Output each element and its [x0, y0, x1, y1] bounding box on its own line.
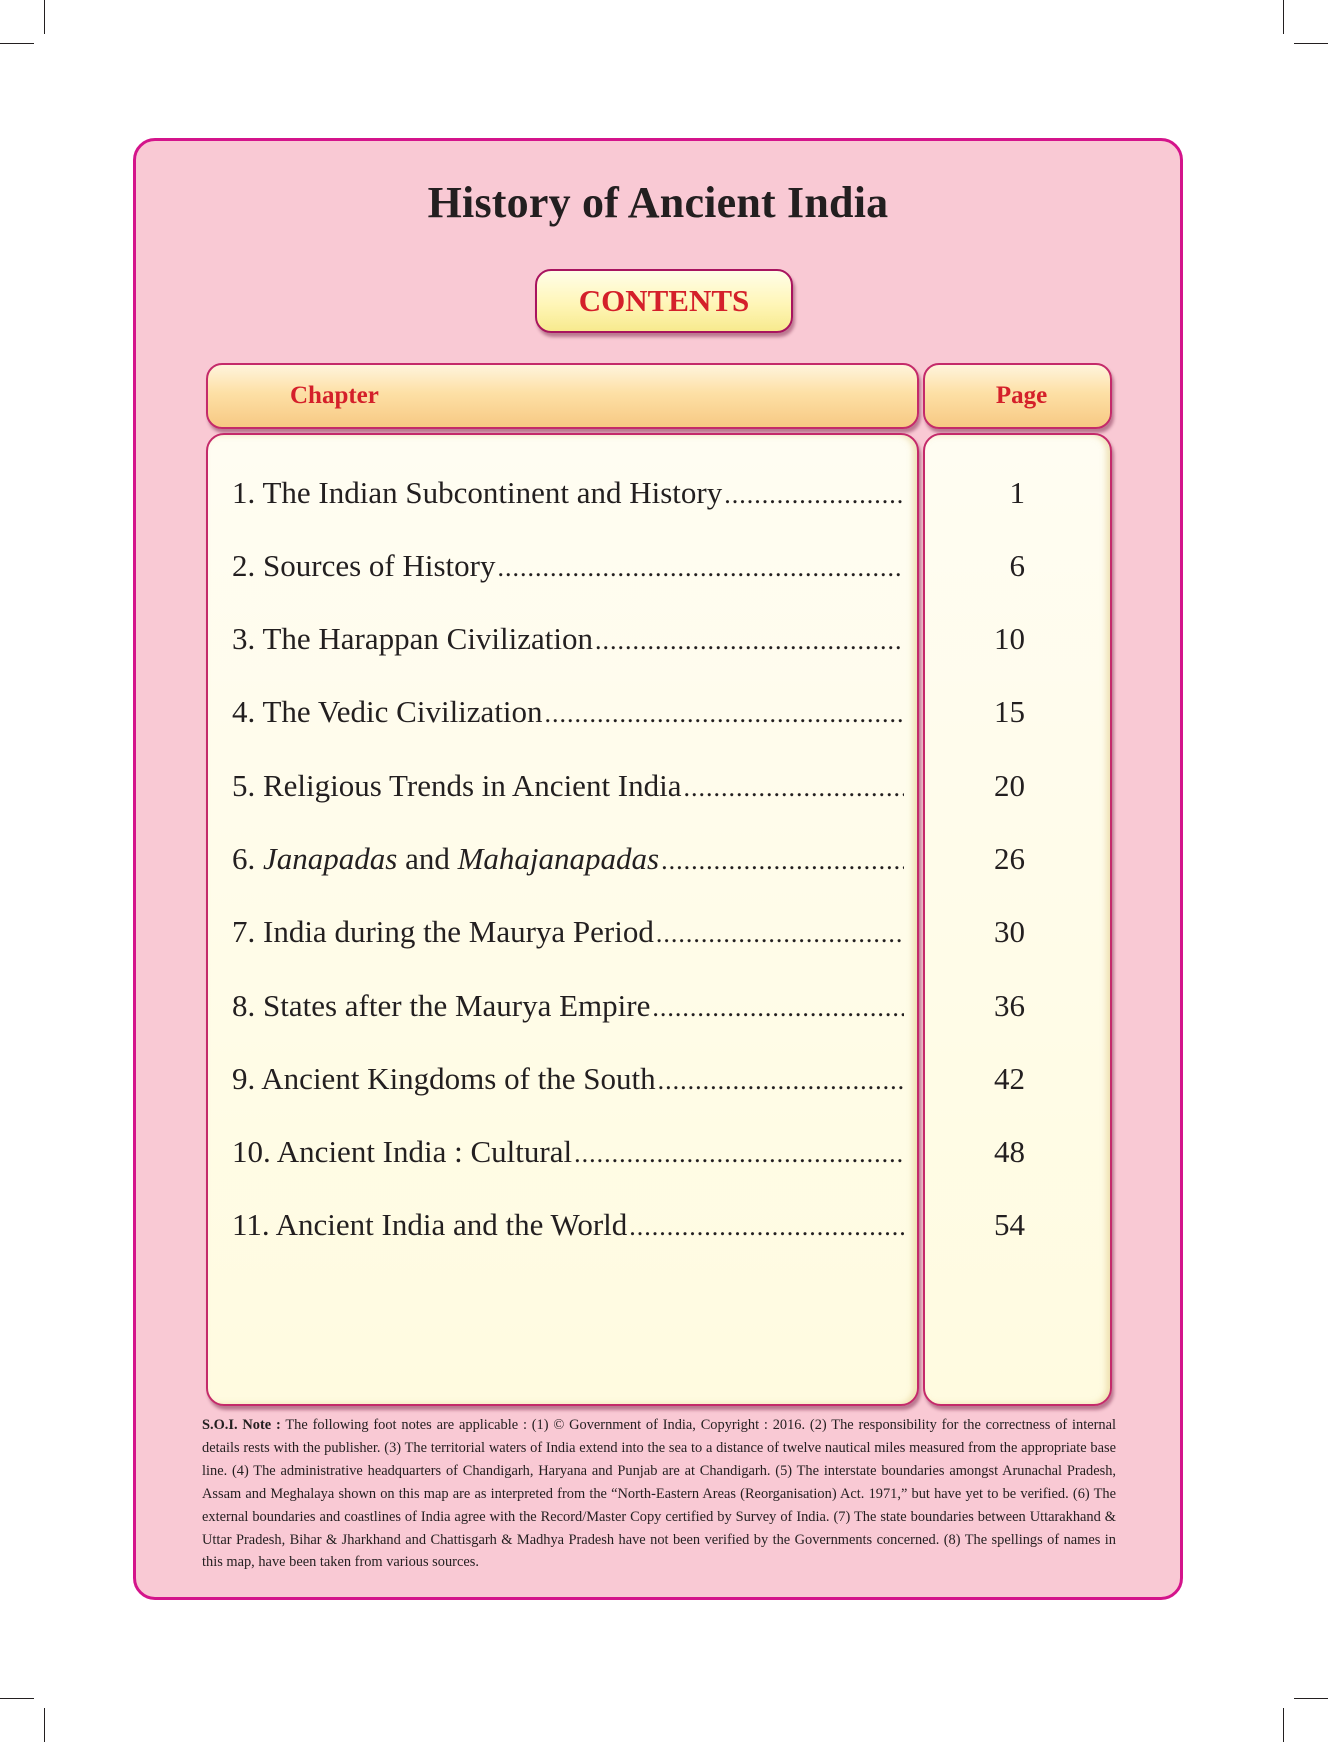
- crop-mark: [1283, 1708, 1284, 1742]
- crop-mark: [44, 0, 45, 34]
- page-number: 10: [994, 621, 1025, 656]
- page-number: 1: [1009, 475, 1025, 510]
- chapter-entry[interactable]: [232, 768, 904, 818]
- dot-leader: [545, 699, 904, 729]
- page-number: 54: [994, 1207, 1025, 1242]
- page-number: 48: [994, 1134, 1025, 1169]
- dot-leader: [595, 626, 904, 656]
- crop-mark: [1294, 1698, 1328, 1699]
- page-number: 36: [994, 988, 1025, 1023]
- chapter-entry[interactable]: [232, 621, 904, 671]
- chapter-entry[interactable]: [232, 988, 904, 1038]
- dot-leader: [497, 553, 904, 583]
- chapter-entry[interactable]: [232, 1061, 904, 1111]
- chapter-title: 11. Ancient India and the World: [232, 1207, 628, 1242]
- crop-mark: [0, 1698, 34, 1699]
- chapter-title: 7. India during the Maurya Period: [232, 914, 654, 949]
- chapter-entry[interactable]: [232, 1134, 904, 1184]
- chapter-entry[interactable]: [232, 914, 904, 964]
- page-number: 30: [994, 914, 1025, 949]
- chapter-title: 8. States after the Maurya Empire: [232, 988, 651, 1023]
- chapter-title: 4. The Vedic Civilization: [232, 694, 543, 729]
- dot-leader: [574, 1139, 904, 1169]
- chapter-title: 2. Sources of History: [232, 548, 496, 583]
- page-number: 15: [994, 694, 1025, 729]
- contents-badge: CONTENTS: [535, 269, 793, 333]
- dot-leader: [658, 1066, 904, 1096]
- page-number: 26: [994, 841, 1025, 876]
- dot-leader: [724, 480, 904, 510]
- crop-mark: [0, 43, 34, 44]
- chapter-column-header: Chapter: [206, 363, 919, 429]
- chapter-entry[interactable]: [232, 548, 904, 598]
- page-list-panel: [923, 433, 1112, 1406]
- page-number: 20: [994, 768, 1025, 803]
- dot-leader: [656, 919, 904, 949]
- contents-frame: [133, 138, 1183, 1600]
- soi-note-label: S.O.I. Note :: [202, 1417, 281, 1433]
- page-number: 42: [994, 1061, 1025, 1096]
- crop-mark: [44, 1708, 45, 1742]
- chapter-entry[interactable]: [232, 475, 904, 525]
- chapter-title: 3. The Harappan Civilization: [232, 621, 594, 656]
- crop-mark: [1283, 0, 1284, 34]
- page-number: 6: [1009, 548, 1025, 583]
- chapter-title: 5. Religious Trends in Ancient India: [232, 768, 682, 803]
- dot-leader: [629, 1212, 904, 1242]
- dot-leader: [652, 993, 904, 1023]
- soi-note: [202, 1414, 1116, 1574]
- chapter-entry[interactable]: [232, 694, 904, 744]
- chapter-entry[interactable]: [232, 841, 904, 891]
- soi-note-text: The following foot notes are applicable : (1) © Government of India, Copyright : 2016. (2) The responsibility for the correctness of internal details rests with the publisher. (3) The territorial waters of India extend into the sea to a distance of twelve nautical miles measured from the appropriate base line. (4) The administrative headquarters of Chandigarh, Haryana and Punjab are at Chandigarh. (5) The interstate boundaries amongst Arunachal Pradesh, Assam and Meghalaya shown on this map are as interpreted from the “North-Eastern Areas (Reorganisation) Act. 1971,” but have yet to be verified. (6) The external boundaries and coastlines of India agree with the Record/Master Copy certified by Survey of India. (7) The state boundaries between Uttarakhand & Uttar Pradesh, Bihar & Jharkhand and Chattisgarh & Madhya Pradesh have not been verified by the Governments concerned. (8) The spellings of names in this map, have been taken from various sources.: [202, 1417, 1116, 1571]
- chapter-title: 10. Ancient India : Cultural: [232, 1134, 573, 1169]
- chapter-list-panel: [206, 433, 919, 1406]
- dot-leader: [684, 773, 905, 803]
- dot-leader: [661, 846, 904, 876]
- page-title: History of Ancient India: [427, 178, 889, 227]
- crop-mark: [1294, 43, 1328, 44]
- page-column-header: Page: [923, 363, 1112, 429]
- chapter-title: 9. Ancient Kingdoms of the South: [232, 1061, 656, 1096]
- chapter-entry[interactable]: [232, 1207, 904, 1257]
- chapter-title: 6. Janapadas and Mahajanapadas: [232, 841, 660, 876]
- chapter-title: 1. The Indian Subcontinent and History: [232, 475, 723, 510]
